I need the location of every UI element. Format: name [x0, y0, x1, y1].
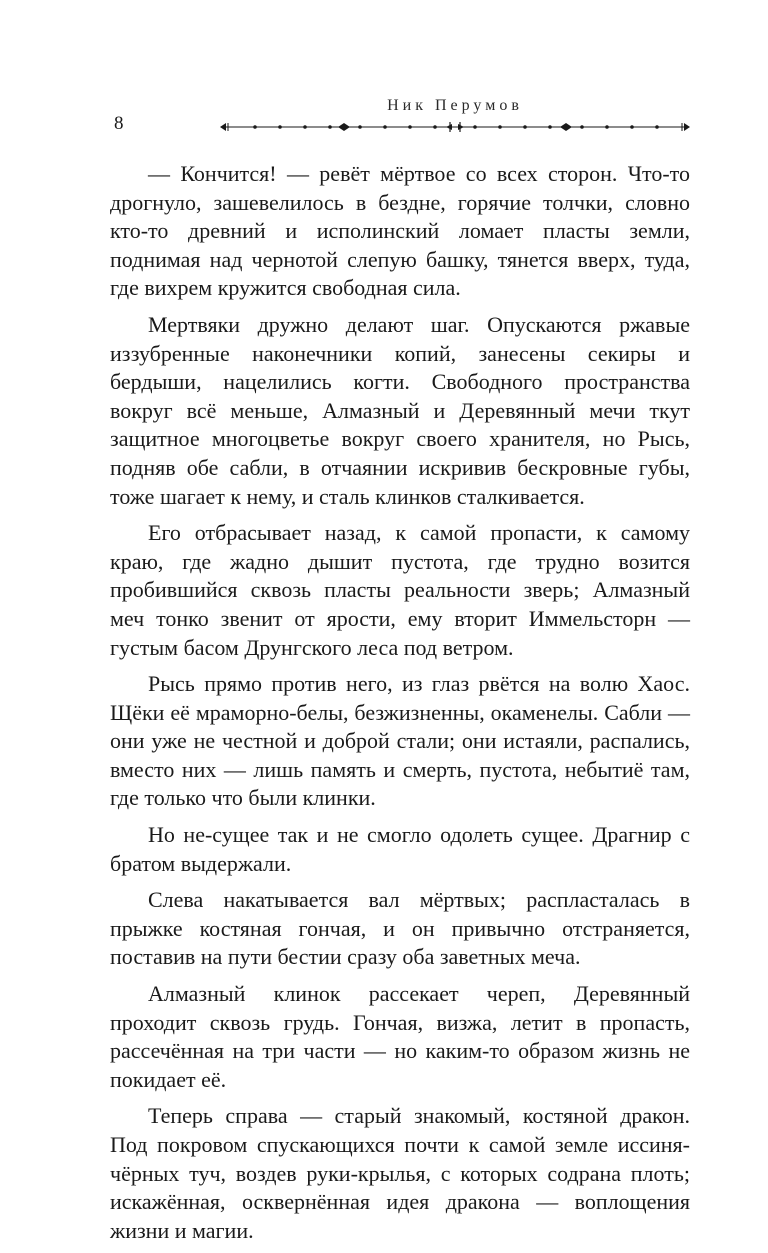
paragraph: Его отбрасывает назад, к самой пропасти, к самому краю, где жадно дышит пустота, где трудно возится пробившийся сквозь пласты реальности зверь; Алмазный меч тонко звенит от ярости, ему вторит Иммельсторн — густым басом Друнгского леса под ветром. [110, 520, 690, 660]
paragraph: — Кончится! — ревёт мёртвое со всех сторон. Что-то дрогнуло, зашевелилось в бездне, горячие толчки, словно кто-то древний и исполинский ломает пласты земли, поднимая над чернотой слепую башку, тянется вверх, туда, где вихрем кружится свободная сила. [110, 161, 690, 301]
paragraph: Но не-сущее так и не смогло одолеть сущее. Драгнир с братом выдержали. [110, 822, 690, 876]
body-text [110, 160, 690, 1253]
running-head-author: Ник Перумов [387, 97, 523, 114]
paragraph: Рысь прямо против него, из глаз рвётся на волю Хаос. Щёки её мраморно-белы, безжизненны, окаменелы. Сабли — они уже не честной и доброй стали; они истаяли, распались, вместо них — лишь память и смерть, пустота, небытиё там, где только что были клинки. [110, 671, 690, 811]
paragraph: Мертвяки дружно делают шаг. Опускаются ржавые иззубренные наконечники копий, занесены секиры и бердыши, нацелились когти. Свободного пространства вокруг всё меньше, Алмазный и Деревянный мечи ткут защитное многоцветье вокруг своего хранителя, но Рысь, подняв обе сабли, в отчаянии искривив бескровные губы, тоже шагает к нему, и сталь клинков сталкивается. [110, 311, 690, 509]
header-ornament-rule [220, 120, 690, 134]
page-header [110, 96, 690, 136]
page-number: 8 [114, 113, 124, 134]
paragraph: Теперь справа — старый знакомый, костяной дракон. Под покровом спускающихся почти к самой земле иссиня-чёрных туч, воздев руки-крылья, с которых содрана плоть; искажённая, осквернённая идея дракона — воплощения жизни и магии. [110, 1103, 690, 1243]
paragraph: Алмазный клинок рассекает череп, Деревянный проходит сквозь грудь. Гончая, визжа, летит в пропасть, рассечённая на три части — но каким-то образом жизнь не покидает её. [110, 981, 690, 1092]
paragraph: Слева накатывается вал мёртвых; распласталась в прыжке костяная гончая, и он привычно отстраняется, поставив на пути бестии сразу оба заветных меча. [110, 887, 690, 970]
